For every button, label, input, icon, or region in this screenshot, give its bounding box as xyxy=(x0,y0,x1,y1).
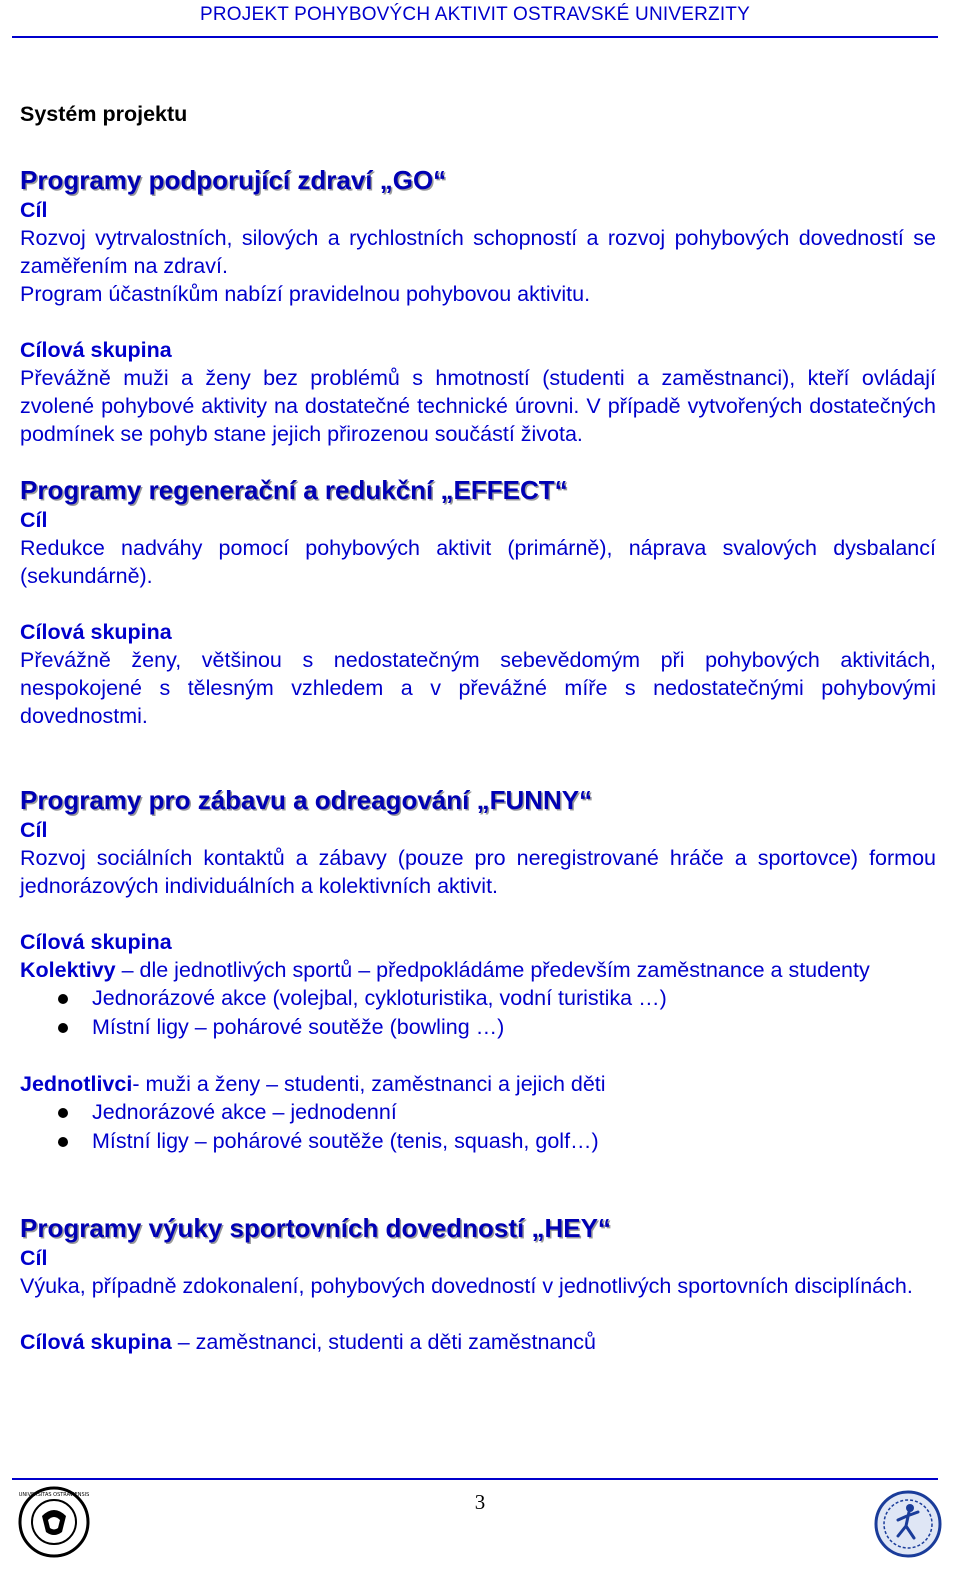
individuals-label: Jednotlivci xyxy=(20,1072,133,1096)
collectives-label: Kolektivy xyxy=(20,958,116,982)
collectives-text: – dle jednotlivých sportů – předpokládáme především zaměstnance a studenty xyxy=(115,958,870,982)
individuals-paragraph xyxy=(20,1070,936,1098)
goal-label: Cíl xyxy=(20,198,48,222)
bullet-icon xyxy=(58,1137,68,1147)
bullet-icon xyxy=(58,1108,68,1118)
section-go-group-text: Převážně muži a ženy bez problémů s hmotností (studenti a zaměstnanci), kteří ovládají zvolené pohybové aktivity na dostatečné technické úrovni. V případě vytvořených dostatečných podmínek se pohyb stane jejich přirozenou součástí života. xyxy=(20,366,936,446)
target-group-label: Cílová skupina xyxy=(20,930,172,954)
list-item: Místní ligy – pohárové soutěže (tenis, squash, golf…) xyxy=(20,1127,936,1156)
footer-divider xyxy=(12,1478,938,1480)
list-item: Jednorázové akce (volejbal, cykloturistika, vodní turistika …) xyxy=(20,984,936,1013)
section-funny xyxy=(20,784,936,1156)
goal-label: Cíl xyxy=(20,1246,48,1270)
section-hey-group-paragraph xyxy=(20,1328,936,1356)
section-funny-goal-text: Rozvoj sociálních kontaktů a zábavy (pouze pro neregistrované hráče a sportovce) formou jednorázových individuálních a kolektivních aktivit. xyxy=(20,846,936,898)
collectives-paragraph xyxy=(20,956,936,984)
target-group-label: Cílová skupina xyxy=(20,1330,172,1354)
section-hey xyxy=(20,1212,936,1356)
section-effect-group-text: Převážně ženy, většinou s nedostatečným sebevědomým při pohybových aktivitách, nespokojené s tělesným vzhledem a v převážné míře s nedostatečnými pohybovými dovednostmi. xyxy=(20,648,936,728)
header-title: PROJEKT POHYBOVÝCH AKTIVIT OSTRAVSKÉ UNIVERZITY xyxy=(200,4,750,25)
section-effect-title: Programy regenerační a redukční „EFFECT“ xyxy=(20,475,568,505)
goal-label: Cíl xyxy=(20,508,48,532)
section-hey-group-text: – zaměstnanci, studenti a děti zaměstnanců xyxy=(171,1330,597,1354)
section-go xyxy=(20,164,936,448)
system-title: Systém projektu xyxy=(20,102,188,126)
section-go-goal-text: Rozvoj vytrvalostních, silových a rychlostních schopností a rozvoj pohybových dovedností se zaměřením na zdraví. xyxy=(20,226,936,278)
section-go-title: Programy podporující zdraví „GO“ xyxy=(20,165,447,195)
list-item: Místní ligy – pohárové soutěže (bowling …) xyxy=(20,1013,936,1042)
target-group-label: Cílová skupina xyxy=(20,620,172,644)
section-funny-title: Programy pro zábavu a odreagování „FUNNY“ xyxy=(20,785,593,815)
list-item: Jednorázové akce – jednodenní xyxy=(20,1098,936,1127)
university-seal-logo xyxy=(18,1486,90,1558)
page-number: 3 xyxy=(474,1490,486,1514)
section-hey-goal-text: Výuka, případně zdokonalení, pohybových dovedností v jednotlivých sportovních disciplínách. xyxy=(20,1274,913,1298)
bullet-icon xyxy=(58,1023,68,1033)
sport-figure-logo-icon xyxy=(872,1488,944,1560)
target-group-label: Cílová skupina xyxy=(20,338,172,362)
section-effect-goal-text: Redukce nadváhy pomocí pohybových aktivit (primárně), náprava svalových dysbalancí (sekundárně). xyxy=(20,536,936,588)
collectives-list xyxy=(20,984,936,1042)
individuals-text: - muži a ženy – studenti, zaměstnanci a jejich děti xyxy=(132,1072,606,1096)
section-hey-title: Programy výuky sportovních dovedností „HEY“ xyxy=(20,1213,611,1243)
section-effect xyxy=(20,474,936,730)
bullet-icon xyxy=(58,994,68,1004)
section-go-goal-text-2: Program účastníkům nabízí pravidelnou pohybovou aktivitu. xyxy=(20,282,591,306)
individuals-list xyxy=(20,1098,936,1156)
page-header xyxy=(12,2,938,38)
svg-text:UNIVERSITAS OSTRAVIENSIS: UNIVERSITAS OSTRAVIENSIS xyxy=(18,1492,90,1498)
document-body xyxy=(20,100,936,1356)
goal-label: Cíl xyxy=(20,818,48,842)
